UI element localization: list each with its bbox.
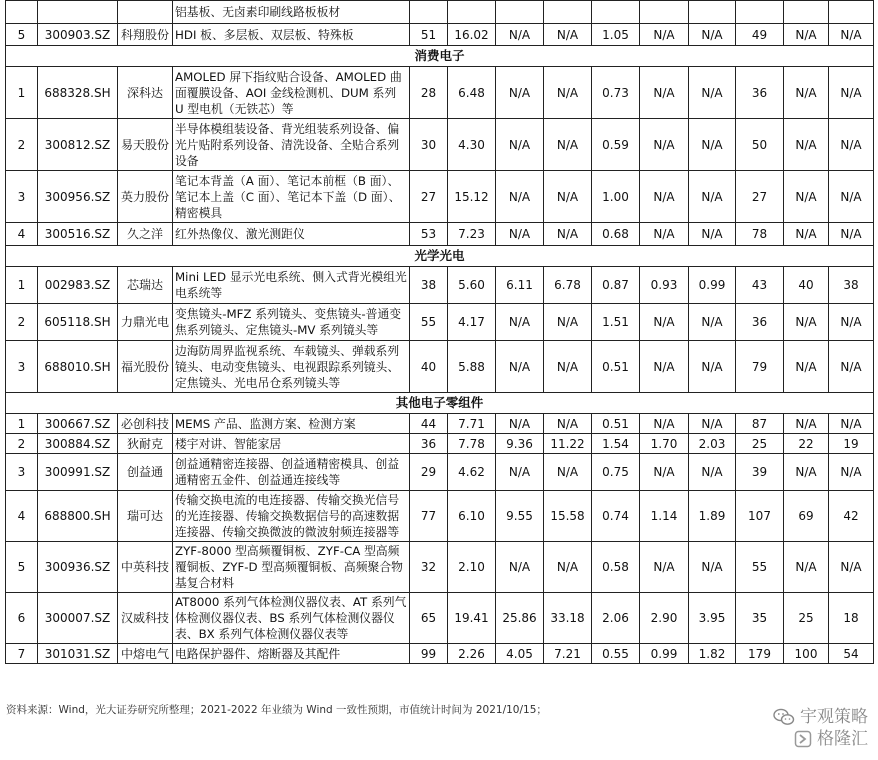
value-cell: 0.74: [592, 491, 640, 542]
value-cell: N/A: [496, 223, 544, 246]
section-title: 光学光电: [6, 246, 874, 267]
stock-code: 300812.SZ: [38, 119, 118, 171]
value-cell: 1.51: [592, 304, 640, 341]
value-cell: 15.58: [544, 491, 592, 542]
company-name: 力鼎光电: [118, 304, 173, 341]
company-name: 易天股份: [118, 119, 173, 171]
value-cell: 0.58: [592, 542, 640, 593]
value-cell: N/A: [784, 454, 829, 491]
empty-cell: [784, 1, 829, 24]
value-cell: N/A: [544, 67, 592, 119]
business-cell: 楼宇对讲、智能家居: [173, 434, 410, 454]
stock-code: 605118.SH: [38, 304, 118, 341]
value-cell: 33.18: [544, 593, 592, 644]
business-cell: 红外热像仪、激光测距仪: [173, 223, 410, 246]
value-cell: 7.23: [448, 223, 496, 246]
value-cell: 4.30: [448, 119, 496, 171]
empty-cell: [496, 1, 544, 24]
value-cell: N/A: [829, 414, 874, 434]
value-cell: N/A: [544, 414, 592, 434]
value-cell: N/A: [784, 67, 829, 119]
row-number: 1: [6, 414, 38, 434]
stock-code: 300516.SZ: [38, 223, 118, 246]
row-number: 4: [6, 223, 38, 246]
business-cell: Mini LED 显示光电系统、侧入式背光模组光电系统等: [173, 267, 410, 304]
value-cell: 22: [784, 434, 829, 454]
value-cell: N/A: [689, 414, 736, 434]
value-cell: 0.51: [592, 414, 640, 434]
stock-code: 300956.SZ: [38, 171, 118, 223]
empty-cell: [640, 1, 689, 24]
value-cell: N/A: [640, 171, 689, 223]
company-name: 久之洋: [118, 223, 173, 246]
wechat-icon: [773, 708, 795, 726]
empty-cell: [410, 1, 448, 24]
value-cell: N/A: [689, 119, 736, 171]
value-cell: N/A: [640, 341, 689, 393]
value-cell: 40: [784, 267, 829, 304]
empty-cell: [6, 1, 38, 24]
table-row: [6, 644, 874, 664]
value-cell: 25: [736, 434, 784, 454]
stock-code: 688800.SH: [38, 491, 118, 542]
row-number: 2: [6, 304, 38, 341]
table-row: [6, 491, 874, 542]
value-cell: N/A: [829, 67, 874, 119]
row-number: 2: [6, 119, 38, 171]
table-row: [6, 119, 874, 171]
value-cell: N/A: [689, 171, 736, 223]
value-cell: 18: [829, 593, 874, 644]
value-cell: 53: [410, 223, 448, 246]
stock-code: 300007.SZ: [38, 593, 118, 644]
company-name: 中英科技: [118, 542, 173, 593]
value-cell: N/A: [496, 24, 544, 46]
value-cell: 0.59: [592, 119, 640, 171]
gelonghui-logo-icon: [794, 730, 812, 748]
row-number: 5: [6, 542, 38, 593]
business-cell: MEMS 产品、监测方案、检测方案: [173, 414, 410, 434]
company-name: 中熔电气: [118, 644, 173, 664]
value-cell: 1.14: [640, 491, 689, 542]
value-cell: 5.88: [448, 341, 496, 393]
stock-code: 688010.SH: [38, 341, 118, 393]
value-cell: 55: [410, 304, 448, 341]
value-cell: N/A: [496, 171, 544, 223]
company-name: 必创科技: [118, 414, 173, 434]
value-cell: 0.93: [640, 267, 689, 304]
value-cell: 9.55: [496, 491, 544, 542]
value-cell: N/A: [784, 24, 829, 46]
value-cell: N/A: [829, 223, 874, 246]
stock-code: 688328.SH: [38, 67, 118, 119]
value-cell: 51: [410, 24, 448, 46]
value-cell: N/A: [829, 454, 874, 491]
value-cell: N/A: [689, 454, 736, 491]
value-cell: N/A: [496, 119, 544, 171]
value-cell: 69: [784, 491, 829, 542]
section-header-row: [6, 46, 874, 67]
company-name: 汉威科技: [118, 593, 173, 644]
empty-cell: [689, 1, 736, 24]
value-cell: 87: [736, 414, 784, 434]
value-cell: 1.70: [640, 434, 689, 454]
value-cell: 15.12: [448, 171, 496, 223]
value-cell: N/A: [496, 67, 544, 119]
table-row: [6, 434, 874, 454]
company-name: 狄耐克: [118, 434, 173, 454]
row-number: 3: [6, 171, 38, 223]
value-cell: N/A: [640, 304, 689, 341]
value-cell: 2.06: [592, 593, 640, 644]
value-cell: 36: [736, 67, 784, 119]
value-cell: 1.82: [689, 644, 736, 664]
business-cell: 传输交换电流的电连接器、传输交换光信号的光连接器、传输交换数据信号的高速数据连接器、传输交换微波的微波射频连接器等: [173, 491, 410, 542]
table-row: [6, 414, 874, 434]
value-cell: 0.99: [689, 267, 736, 304]
value-cell: N/A: [496, 304, 544, 341]
table-row-continued: [6, 1, 874, 24]
value-cell: 11.22: [544, 434, 592, 454]
value-cell: 6.48: [448, 67, 496, 119]
stock-code: 301031.SZ: [38, 644, 118, 664]
value-cell: N/A: [689, 304, 736, 341]
value-cell: N/A: [784, 414, 829, 434]
value-cell: N/A: [496, 542, 544, 593]
empty-cell: [448, 1, 496, 24]
value-cell: 0.73: [592, 67, 640, 119]
value-cell: 1.89: [689, 491, 736, 542]
row-number: 7: [6, 644, 38, 664]
business-cell: 电路保护器件、熔断器及其配件: [173, 644, 410, 664]
value-cell: N/A: [689, 24, 736, 46]
value-cell: 49: [736, 24, 784, 46]
value-cell: N/A: [640, 542, 689, 593]
value-cell: N/A: [544, 304, 592, 341]
value-cell: 50: [736, 119, 784, 171]
company-name: 科翔股份: [118, 24, 173, 46]
value-cell: 44: [410, 414, 448, 434]
value-cell: N/A: [829, 119, 874, 171]
value-cell: 0.68: [592, 223, 640, 246]
value-cell: N/A: [640, 454, 689, 491]
value-cell: 4.17: [448, 304, 496, 341]
table-row: [6, 341, 874, 393]
business-cell: AMOLED 屏下指纹贴合设备、AMOLED 曲面覆膜设备、AOI 金线检测机、DUM 系列 U 型电机（无铁芯）等: [173, 67, 410, 119]
value-cell: N/A: [829, 304, 874, 341]
business-cell: 边海防周界监视系统、车载镜头、弹载系列镜头、电动变焦镜头、电视跟踪系列镜头、定焦镜头、光电吊仓系列镜头等: [173, 341, 410, 393]
value-cell: 54: [829, 644, 874, 664]
value-cell: N/A: [496, 454, 544, 491]
watermark: [773, 706, 868, 750]
value-cell: N/A: [544, 171, 592, 223]
value-cell: 0.75: [592, 454, 640, 491]
row-number: 3: [6, 454, 38, 491]
value-cell: 27: [410, 171, 448, 223]
row-number: 1: [6, 267, 38, 304]
value-cell: 36: [410, 434, 448, 454]
value-cell: N/A: [829, 24, 874, 46]
company-name: 瑞可达: [118, 491, 173, 542]
value-cell: 40: [410, 341, 448, 393]
row-number: 5: [6, 24, 38, 46]
table-row: [6, 454, 874, 491]
value-cell: 1.54: [592, 434, 640, 454]
empty-cell: [829, 1, 874, 24]
value-cell: N/A: [784, 341, 829, 393]
stock-code: 300667.SZ: [38, 414, 118, 434]
table-row: [6, 223, 874, 246]
value-cell: N/A: [640, 67, 689, 119]
stock-code: 300936.SZ: [38, 542, 118, 593]
value-cell: 25.86: [496, 593, 544, 644]
source-note: 资料来源：Wind，光大证券研究所整理；2021-2022 年业绩为 Wind 一致性预期，市值统计时间为 2021/10/15；: [6, 704, 547, 716]
value-cell: 28: [410, 67, 448, 119]
value-cell: 0.99: [640, 644, 689, 664]
value-cell: 79: [736, 341, 784, 393]
empty-cell: [118, 1, 173, 24]
value-cell: 42: [829, 491, 874, 542]
section-header-row: [6, 393, 874, 414]
value-cell: N/A: [829, 542, 874, 593]
value-cell: N/A: [640, 24, 689, 46]
value-cell: 25: [784, 593, 829, 644]
company-name: 福光股份: [118, 341, 173, 393]
value-cell: N/A: [544, 454, 592, 491]
business-cell: 半导体模组装设备、背光组装系列设备、偏光片贴附系列设备、清洗设备、全贴合系列设备: [173, 119, 410, 171]
value-cell: 43: [736, 267, 784, 304]
value-cell: 1.00: [592, 171, 640, 223]
company-name: 英力股份: [118, 171, 173, 223]
value-cell: N/A: [544, 119, 592, 171]
row-number: 3: [6, 341, 38, 393]
company-name: 深科达: [118, 67, 173, 119]
business-cell: HDI 板、多层板、双层板、特殊板: [173, 24, 410, 46]
value-cell: 38: [829, 267, 874, 304]
value-cell: 2.26: [448, 644, 496, 664]
row-number: 1: [6, 67, 38, 119]
empty-cell: [38, 1, 118, 24]
value-cell: N/A: [544, 542, 592, 593]
table-row: [6, 593, 874, 644]
value-cell: 179: [736, 644, 784, 664]
value-cell: 78: [736, 223, 784, 246]
company-name: 创益通: [118, 454, 173, 491]
value-cell: 36: [736, 304, 784, 341]
value-cell: 19.41: [448, 593, 496, 644]
row-number: 2: [6, 434, 38, 454]
value-cell: N/A: [784, 304, 829, 341]
section-header-row: [6, 246, 874, 267]
stock-comparison-table: [5, 0, 874, 664]
value-cell: 7.71: [448, 414, 496, 434]
table-row: [6, 24, 874, 46]
stock-code: 300903.SZ: [38, 24, 118, 46]
value-cell: N/A: [689, 542, 736, 593]
row-number: 4: [6, 491, 38, 542]
empty-cell: [736, 1, 784, 24]
section-title: 其他电子零组件: [6, 393, 874, 414]
company-name: 芯瑞达: [118, 267, 173, 304]
value-cell: 5.60: [448, 267, 496, 304]
section-title: 消费电子: [6, 46, 874, 67]
value-cell: 2.10: [448, 542, 496, 593]
value-cell: N/A: [829, 341, 874, 393]
value-cell: 0.51: [592, 341, 640, 393]
business-cell: ZYF-8000 型高频覆铜板、ZYF-CA 型高频覆铜板、ZYF-D 型高频覆铜板、高频聚合物基复合材料: [173, 542, 410, 593]
value-cell: 4.62: [448, 454, 496, 491]
value-cell: N/A: [544, 223, 592, 246]
value-cell: 7.21: [544, 644, 592, 664]
business-cell: 变焦镜头-MFZ 系列镜头、变焦镜头-普通变焦系列镜头、定焦镜头-MV 系列镜头等: [173, 304, 410, 341]
value-cell: N/A: [829, 171, 874, 223]
value-cell: 19: [829, 434, 874, 454]
stock-code: 002983.SZ: [38, 267, 118, 304]
table-row: [6, 542, 874, 593]
value-cell: N/A: [496, 414, 544, 434]
value-cell: 65: [410, 593, 448, 644]
row-number: 6: [6, 593, 38, 644]
value-cell: N/A: [544, 341, 592, 393]
value-cell: 6.78: [544, 267, 592, 304]
value-cell: 2.03: [689, 434, 736, 454]
value-cell: 35: [736, 593, 784, 644]
value-cell: N/A: [689, 67, 736, 119]
empty-cell: [544, 1, 592, 24]
value-cell: N/A: [496, 341, 544, 393]
value-cell: 16.02: [448, 24, 496, 46]
value-cell: 39: [736, 454, 784, 491]
value-cell: 0.87: [592, 267, 640, 304]
table-row: [6, 67, 874, 119]
value-cell: 1.05: [592, 24, 640, 46]
value-cell: 9.36: [496, 434, 544, 454]
business-cell: 创益通精密连接器、创益通精密模具、创益通精密五金件、创益通连接线等: [173, 454, 410, 491]
value-cell: 38: [410, 267, 448, 304]
value-cell: 3.95: [689, 593, 736, 644]
value-cell: 0.55: [592, 644, 640, 664]
stock-code: 300884.SZ: [38, 434, 118, 454]
empty-cell: [592, 1, 640, 24]
value-cell: N/A: [689, 341, 736, 393]
value-cell: 6.10: [448, 491, 496, 542]
value-cell: 100: [784, 644, 829, 664]
business-cell: 铝基板、无卤素印刷线路板板材: [173, 1, 410, 24]
value-cell: N/A: [689, 223, 736, 246]
value-cell: 2.90: [640, 593, 689, 644]
value-cell: 30: [410, 119, 448, 171]
value-cell: 107: [736, 491, 784, 542]
value-cell: 32: [410, 542, 448, 593]
value-cell: N/A: [640, 414, 689, 434]
value-cell: N/A: [640, 223, 689, 246]
table-row: [6, 171, 874, 223]
table-row: [6, 304, 874, 341]
value-cell: N/A: [784, 171, 829, 223]
value-cell: 29: [410, 454, 448, 491]
watermark-sub: 格隆汇: [817, 729, 868, 749]
value-cell: N/A: [544, 24, 592, 46]
stock-code: 300991.SZ: [38, 454, 118, 491]
value-cell: 77: [410, 491, 448, 542]
value-cell: N/A: [784, 119, 829, 171]
business-cell: AT8000 系列气体检测仪器仪表、AT 系列气体检测仪器仪表、BS 系列气体检测仪器仪表、BX 系列气体检测仪器仪表等: [173, 593, 410, 644]
value-cell: 7.78: [448, 434, 496, 454]
value-cell: 27: [736, 171, 784, 223]
value-cell: 6.11: [496, 267, 544, 304]
value-cell: N/A: [784, 542, 829, 593]
value-cell: 4.05: [496, 644, 544, 664]
value-cell: N/A: [784, 223, 829, 246]
watermark-main: 宇观策略: [800, 707, 868, 727]
value-cell: N/A: [640, 119, 689, 171]
value-cell: 55: [736, 542, 784, 593]
business-cell: 笔记本背盖（A 面）、笔记本前框（B 面）、笔记本上盖（C 面）、笔记本下盖（D 面）、精密模具: [173, 171, 410, 223]
table-row: [6, 267, 874, 304]
value-cell: 99: [410, 644, 448, 664]
